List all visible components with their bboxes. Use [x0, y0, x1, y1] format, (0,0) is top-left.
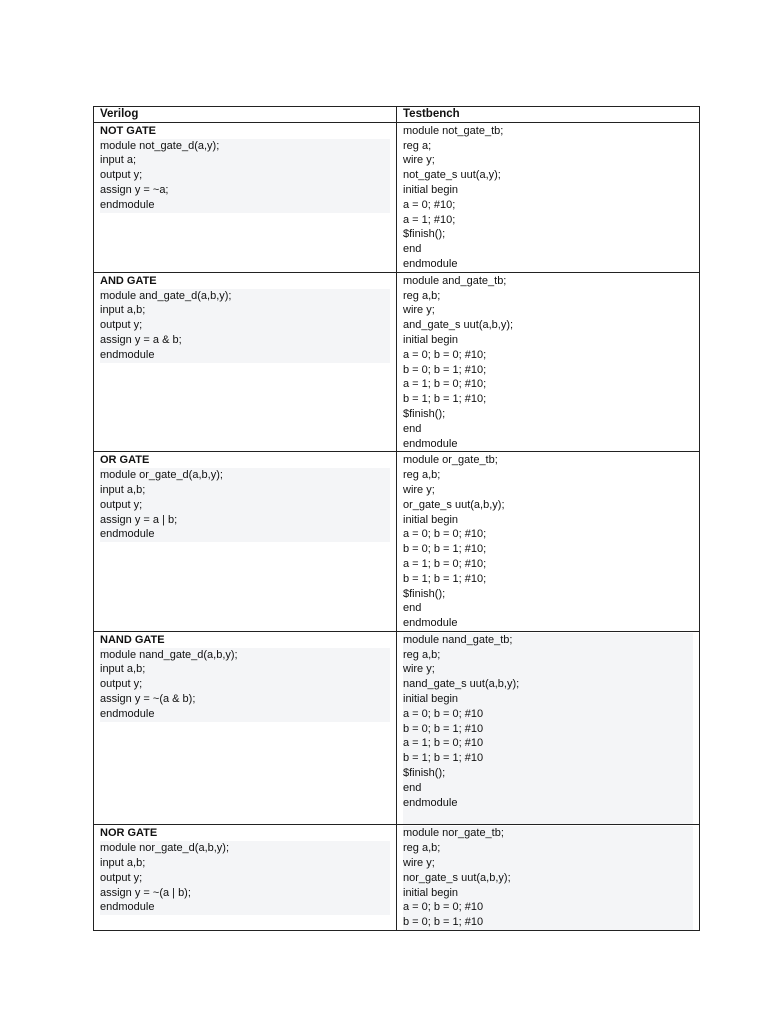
code-line: or_gate_s uut(a,b,y); [403, 498, 505, 511]
code-line: end [403, 422, 422, 435]
code-line: assign y = a & b; [100, 333, 182, 346]
code-line: input a,b; [100, 857, 146, 870]
code-line: $finish(); [403, 767, 446, 780]
code-line: a = 1; b = 0; #10 [403, 737, 484, 750]
table-row [94, 825, 700, 931]
code-line: wire y; [403, 857, 435, 870]
gate-title: NOR GATE [100, 827, 158, 840]
code-line: endmodule [100, 528, 155, 541]
code-line: not_gate_s uut(a,y); [403, 169, 501, 182]
code-line: end [403, 243, 422, 256]
testbench-cell [397, 122, 700, 272]
code-line: endmodule [403, 257, 458, 270]
code-line: b = 0; b = 1; #10 [403, 916, 484, 929]
verilog-code-block [100, 841, 390, 915]
code-line: module nor_gate_tb; [403, 827, 504, 840]
code-line: module and_gate_d(a,b,y); [100, 289, 232, 302]
code-line: b = 1; b = 1; #10; [403, 572, 487, 585]
gate-title: NAND GATE [100, 633, 165, 646]
code-line: input a,b; [100, 304, 146, 317]
code-line: reg a,b; [403, 648, 441, 661]
code-line: endmodule [403, 796, 458, 809]
code-line: end [403, 602, 422, 615]
code-line: module not_gate_tb; [403, 124, 504, 137]
code-line: a = 0; #10; [403, 198, 456, 211]
code-line: b = 0; b = 1; #10; [403, 543, 487, 556]
code-line: a = 1; b = 0; #10; [403, 557, 487, 570]
code-line: output y; [100, 319, 143, 332]
code-line: and_gate_s uut(a,b,y); [403, 319, 514, 332]
code-line: b = 0; b = 1; #10 [403, 722, 484, 735]
code-line: module nand_gate_tb; [403, 633, 513, 646]
table-row [94, 452, 700, 632]
code-line: nand_gate_s uut(a,b,y); [403, 678, 520, 691]
code-line: output y; [100, 871, 143, 884]
verilog-cell [94, 122, 397, 272]
table-row [94, 122, 700, 272]
code-line: reg a; [403, 139, 432, 152]
code-line: module or_gate_tb; [403, 454, 498, 467]
code-line: initial begin [403, 693, 459, 706]
code-line: module nor_gate_d(a,b,y); [100, 842, 230, 855]
verilog-code-block [100, 139, 390, 213]
testbench-cell [397, 825, 700, 931]
gate-title: NOT GATE [100, 124, 157, 137]
verilog-code-block [100, 648, 390, 722]
table-body [94, 122, 700, 930]
code-line: a = 0; b = 0; #10 [403, 901, 484, 914]
code-line: initial begin [403, 886, 459, 899]
code-line: $finish(); [403, 587, 446, 600]
code-line: $finish(); [403, 228, 446, 241]
code-line: output y; [100, 169, 143, 182]
code-line: input a; [100, 154, 137, 167]
verilog-code-block [100, 289, 390, 363]
testbench-cell [397, 272, 700, 452]
table-row [94, 631, 700, 825]
code-line: end [403, 781, 422, 794]
code-line: module nand_gate_d(a,b,y); [100, 648, 238, 661]
code-line: initial begin [403, 333, 459, 346]
code-line: reg a,b; [403, 289, 441, 302]
code-line: endmodule [403, 437, 458, 450]
testbench-code-block [403, 826, 693, 930]
header-testbench: Testbench [397, 107, 700, 123]
code-line: b = 1; b = 1; #10 [403, 752, 484, 765]
testbench-code-block [403, 124, 693, 272]
testbench-code-block [403, 633, 693, 825]
code-line: wire y; [403, 663, 435, 676]
verilog-cell [94, 272, 397, 452]
verilog-cell [94, 452, 397, 632]
code-line: a = 0; b = 0; #10; [403, 528, 487, 541]
table-row [94, 272, 700, 452]
code-line: assign y = ~a; [100, 183, 169, 196]
code-line: wire y; [403, 304, 435, 317]
code-line: endmodule [100, 348, 155, 361]
code-line: b = 0; b = 1; #10; [403, 363, 487, 376]
code-line: endmodule [100, 901, 155, 914]
code-line: nor_gate_s uut(a,b,y); [403, 871, 511, 884]
code-line: wire y; [403, 154, 435, 167]
code-line: module and_gate_tb; [403, 274, 507, 287]
code-line: assign y = a | b; [100, 513, 178, 526]
code-line: a = 1; b = 0; #10; [403, 378, 487, 391]
code-line: $finish(); [403, 407, 446, 420]
code-line: module not_gate_d(a,y); [100, 139, 220, 152]
code-line: endmodule [100, 198, 155, 211]
code-line: initial begin [403, 513, 459, 526]
code-line: input a,b; [100, 483, 146, 496]
code-line: a = 0; b = 0; #10 [403, 707, 484, 720]
verilog-cell [94, 825, 397, 931]
gate-title: OR GATE [100, 454, 150, 467]
testbench-cell [397, 452, 700, 632]
verilog-testbench-table [93, 106, 700, 931]
code-line: endmodule [403, 617, 458, 630]
code-line: output y; [100, 498, 143, 511]
code-line: output y; [100, 678, 143, 691]
header-verilog: Verilog [94, 107, 397, 123]
code-line: b = 1; b = 1; #10; [403, 393, 487, 406]
code-line: assign y = ~(a | b); [100, 886, 191, 899]
code-line: assign y = ~(a & b); [100, 693, 196, 706]
code-line: input a,b; [100, 663, 146, 676]
code-line: endmodule [100, 707, 155, 720]
testbench-code-block [403, 274, 693, 452]
testbench-cell [397, 631, 700, 825]
code-line: module or_gate_d(a,b,y); [100, 469, 223, 482]
code-line: initial begin [403, 183, 459, 196]
verilog-cell [94, 631, 397, 825]
code-line: a = 1; #10; [403, 213, 456, 226]
code-line: reg a,b; [403, 469, 441, 482]
gate-title: AND GATE [100, 274, 157, 287]
table-header-row [94, 107, 700, 123]
verilog-code-block [100, 468, 390, 542]
code-line: a = 0; b = 0; #10; [403, 348, 487, 361]
code-line: reg a,b; [403, 842, 441, 855]
testbench-code-block [403, 453, 693, 631]
code-line: wire y; [403, 483, 435, 496]
